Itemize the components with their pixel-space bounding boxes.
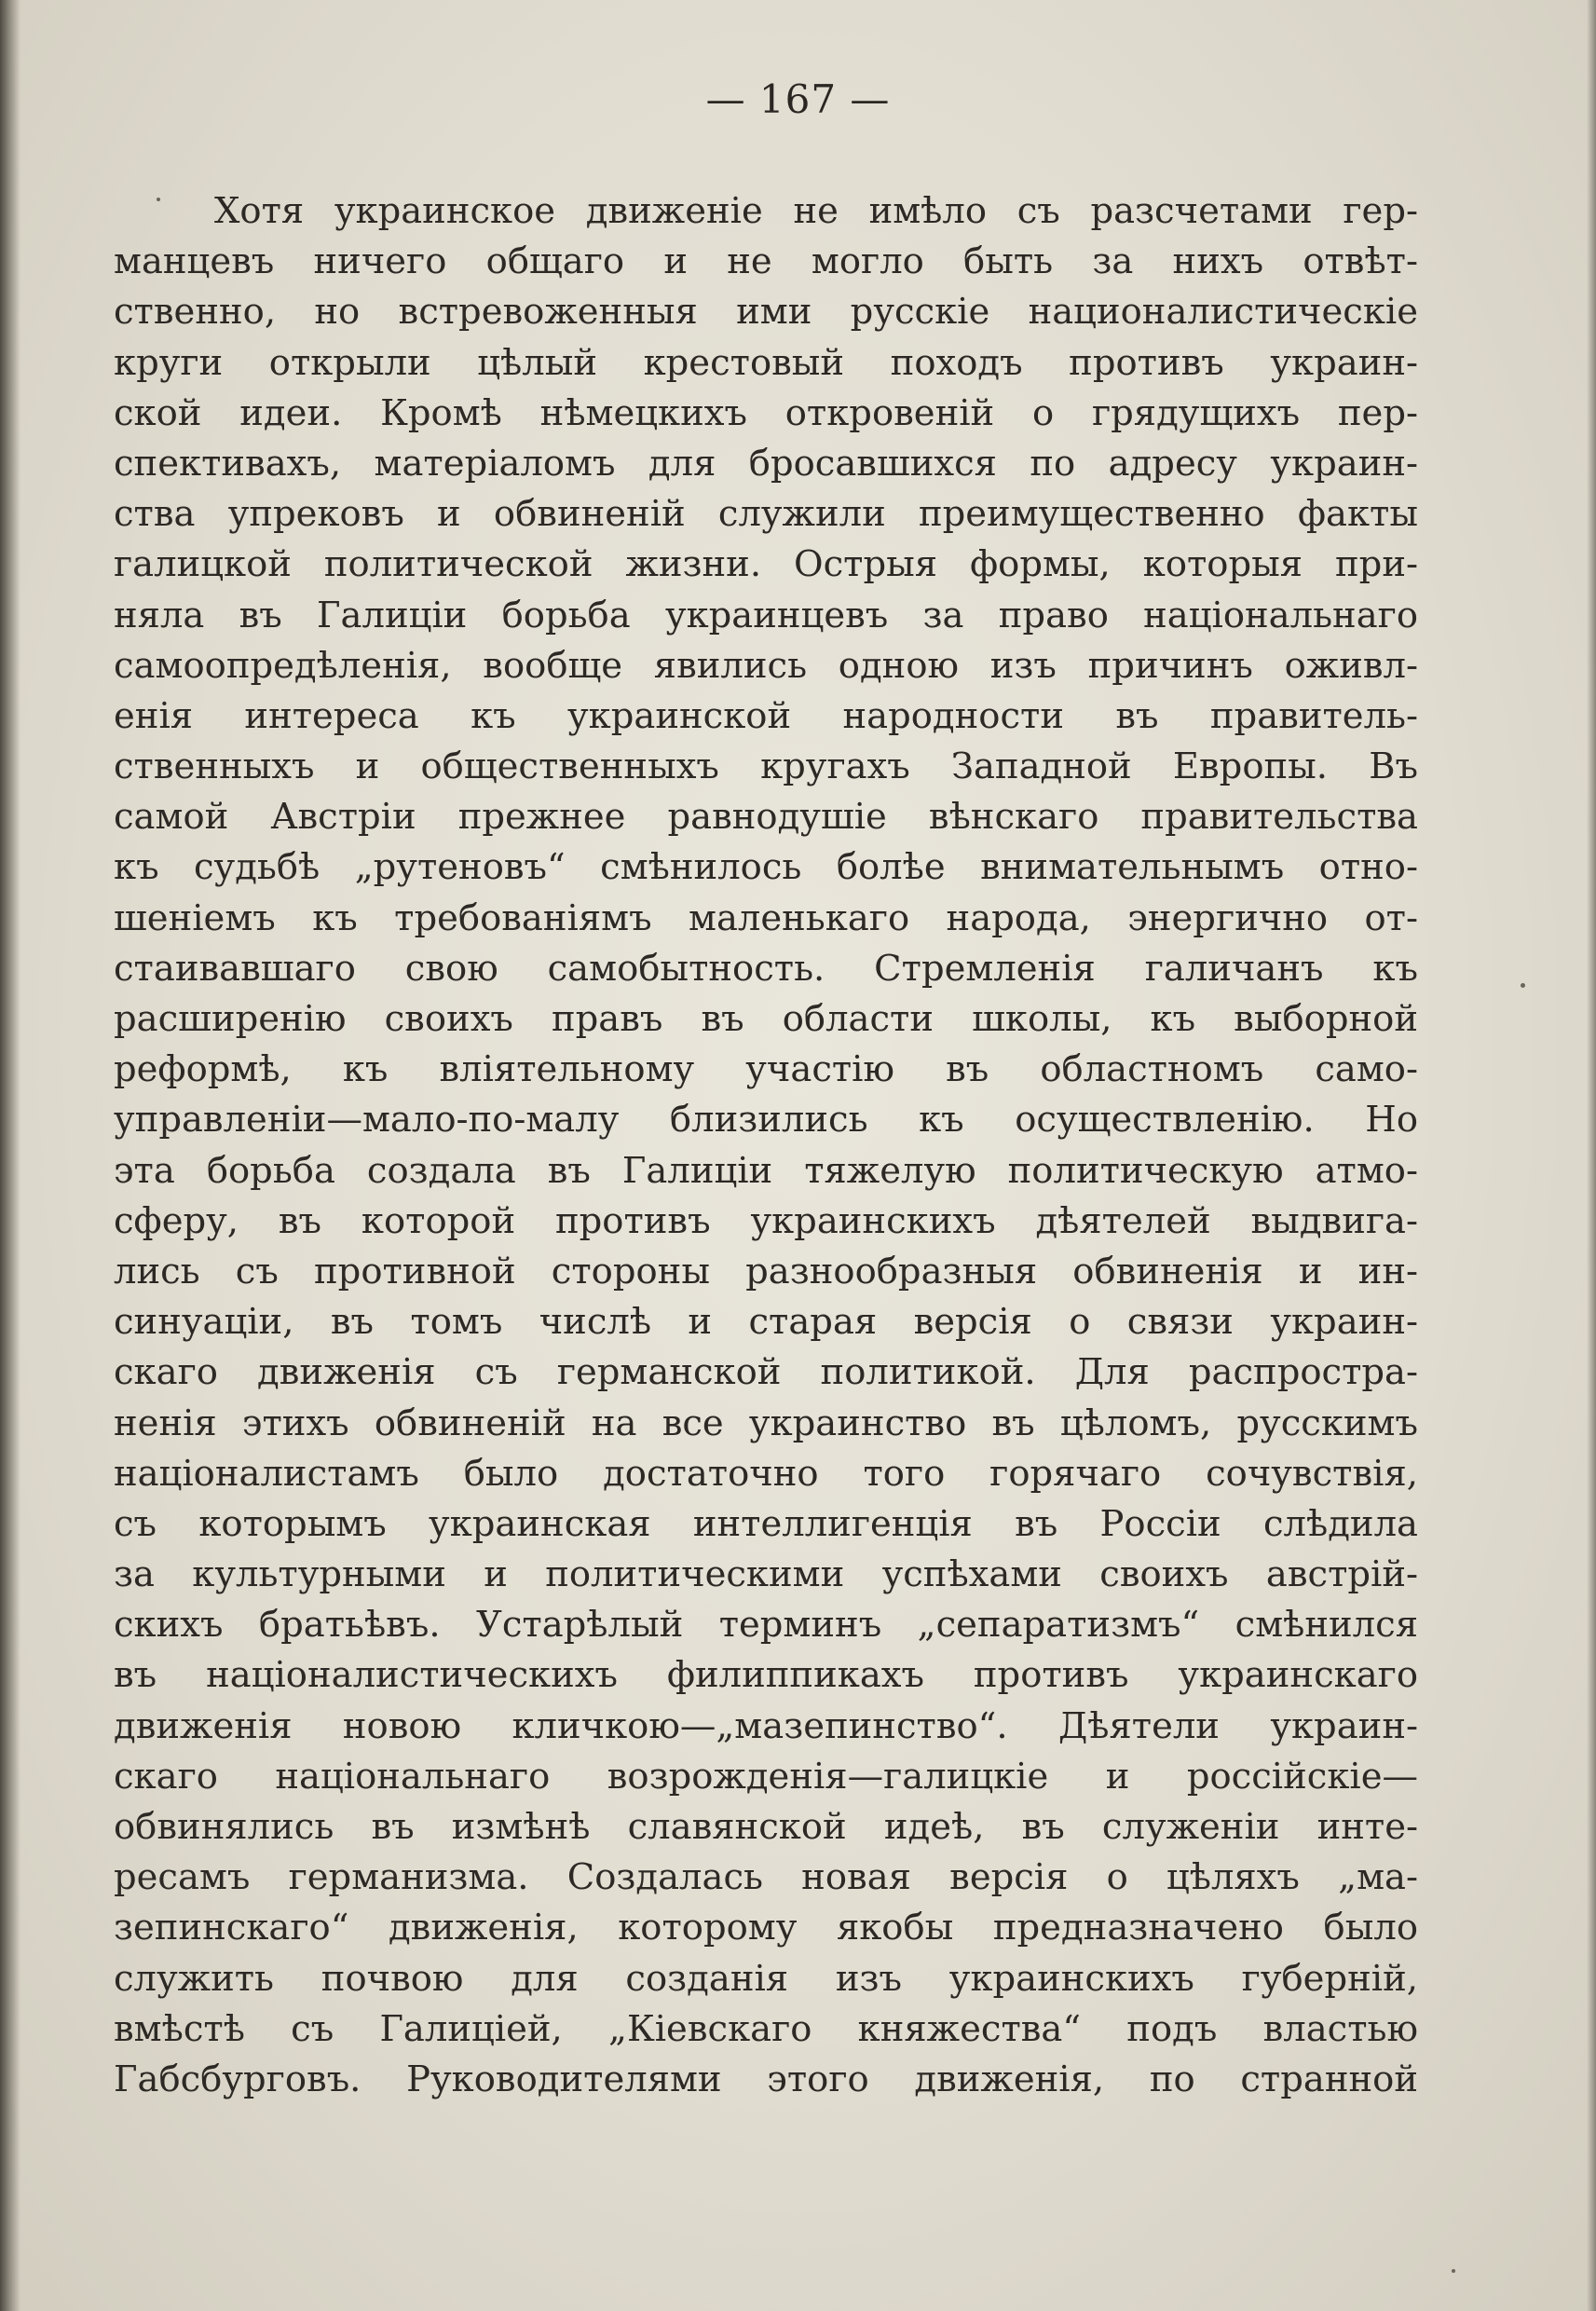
text-line: служить почвою для созданія изъ украинскихъ губерній, [114,1957,1418,2000]
text-line: круги открыли цѣлый крестовый походъ противъ украин- [114,341,1418,384]
text-line: галицкой политической жизни. Острыя формы, которыя при- [114,543,1418,586]
text-line: самой Австріи прежнее равнодушіе вѣнскаго правительства [114,796,1418,839]
paper-speck [1452,2269,1455,2273]
text-line: ской идеи. Кромѣ нѣмецкихъ откровеній о грядущихъ пер- [114,391,1418,434]
text-line: обвинялись въ измѣнѣ славянской идеѣ, въ служеніи инте- [114,1806,1418,1848]
text-line: эта борьба создала въ Галиціи тяжелую политическую атмо- [114,1149,1418,1192]
paper-speck [1521,983,1525,988]
text-line: скаго движенія съ германской политикой. Для распростра- [114,1351,1418,1394]
paper-speck [157,198,160,201]
text-line: манцевъ ничего общаго и не могло быть за нихъ отвѣт- [114,240,1418,283]
text-line: няла въ Галиціи борьба украинцевъ за право національнаго [114,594,1418,636]
text-line: движенія новою кличкою—„мазепинство“. Дѣятели украин- [114,1704,1418,1747]
text-line: зепинскаго“ движенія, которому якобы предназначено было [114,1907,1418,1949]
text-line: къ судьбѣ „рутеновъ“ смѣнилось болѣе внимательнымъ отно- [114,846,1418,889]
text-line: енія интереса къ украинской народности въ правитель- [114,694,1418,737]
text-line: за культурными и политическими успѣхами своихъ австрій- [114,1553,1418,1596]
text-line: вмѣстѣ съ Галиціей, „Кіевскаго княжества“ подъ властью [114,2007,1418,2050]
text-line: скихъ братьѣвъ. Устарѣлый терминъ „сепаратизмъ“ смѣнился [114,1604,1418,1647]
text-line: синуаціи, въ томъ числѣ и старая версія о связи украин- [114,1301,1418,1344]
text-line: ресамъ германизма. Создалась новая версія о цѣляхъ „ма- [114,1856,1418,1899]
text-line: сферу, въ которой противъ украинскихъ дѣятелей выдвига- [114,1199,1418,1242]
text-line: націоналистамъ было достаточно того горячаго сочувствія, [114,1452,1418,1495]
text-line: стаивавшаго свою самобытность. Стремленія галичанъ къ [114,947,1418,990]
text-line: лись съ противной стороны разнообразныя обвиненія и ин- [114,1250,1418,1292]
page-number: — 167 — [705,76,891,122]
text-line: расширенію своихъ правъ въ области школы, къ выборной [114,998,1418,1040]
text-line: въ націоналистическихъ филиппикахъ противъ украинскаго [114,1654,1418,1697]
text-line: ственно, но встревоженныя ими русскіе националистическіе [114,291,1418,334]
text-line: съ которымъ украинская интеллигенція въ Россіи слѣдила [114,1502,1418,1545]
text-line: Хотя украинское движеніе не имѣло съ разсчетами гер- [214,190,1418,232]
text-line: шеніемъ къ требованіямъ маленькаго народа, энергично от- [114,896,1418,939]
text-line: Габсбурговъ. Руководителями этого движенія, по странной [114,2058,1418,2100]
text-line: ненія этихъ обвиненій на все украинство въ цѣломъ, русскимъ [114,1402,1418,1444]
text-line: ственныхъ и общественныхъ кругахъ Западной Европы. Въ [114,745,1418,788]
body-paragraph [114,186,1418,2105]
text-line: скаго національнаго возрожденія—галицкіе и россійскіе— [114,1755,1418,1798]
text-line: спективахъ, матеріаломъ для бросавшихся по адресу украин- [114,442,1418,485]
text-line: управленіи—мало-по-малу близились къ осуществленію. Но [114,1099,1418,1142]
text-line: ства упрековъ и обвиненій служили преимущественно факты [114,493,1418,536]
text-line: самоопредѣленія, вообще явились одною изъ причинъ оживл- [114,644,1418,687]
text-line: реформѣ, къ вліятельному участію въ областномъ само- [114,1048,1418,1091]
